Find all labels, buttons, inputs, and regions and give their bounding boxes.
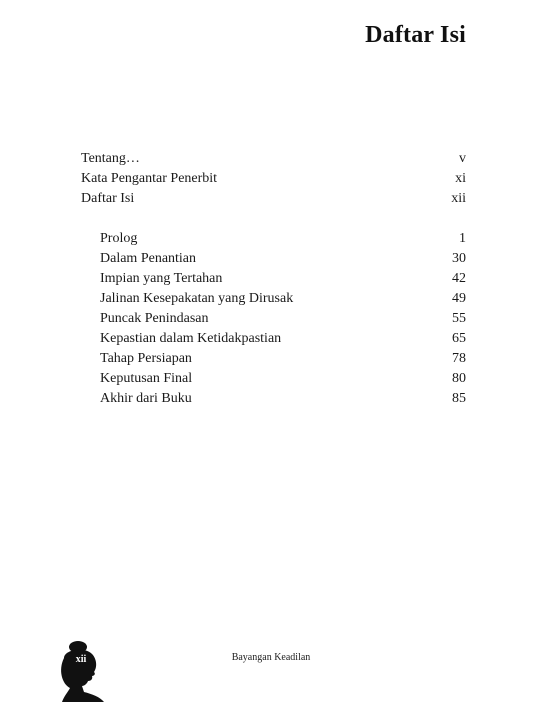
toc-item-title: Akhir dari Buku (100, 391, 192, 406)
toc-item-title: Kepastian dalam Ketidakpastian (100, 331, 282, 346)
toc-item-title: Dalam Penantian (100, 251, 197, 266)
toc-item-title: Prolog (100, 231, 138, 246)
toc-item-impian-yang-tertahan[interactable] (100, 269, 466, 289)
toc-item-page: 85 (452, 391, 466, 406)
toc-item-title: Tentang… (81, 151, 140, 166)
toc-item-kepastian[interactable] (100, 329, 466, 349)
running-footer-title: Bayangan Keadilan (231, 652, 311, 663)
toc-item-page: 55 (452, 311, 466, 326)
woman-silhouette-icon (54, 640, 106, 702)
toc-item-dalam-penantian[interactable] (100, 249, 466, 269)
page-number: xii (75, 654, 87, 665)
toc-item-keputusan-final[interactable] (100, 369, 466, 389)
toc-item-akhir-dari-buku[interactable] (100, 389, 466, 409)
toc-item-kata-pengantar[interactable] (81, 169, 466, 189)
toc-item-title: Puncak Penindasan (100, 311, 209, 326)
toc-item-title: Jalinan Kesepakatan yang Dirusak (100, 291, 294, 306)
toc-item-page: 80 (452, 371, 466, 386)
toc-item-title: Keputusan Final (100, 371, 193, 386)
toc-item-tahap-persiapan[interactable] (100, 349, 466, 369)
toc-item-title: Kata Pengantar Penerbit (81, 171, 218, 186)
toc-item-page: 49 (452, 291, 466, 306)
toc-item-page: xii (451, 191, 466, 206)
toc-item-page: 30 (452, 251, 466, 266)
toc-item-title: Tahap Persiapan (100, 351, 192, 366)
toc-item-daftar-isi[interactable] (81, 189, 466, 209)
toc-item-page: xi (455, 171, 466, 186)
toc-item-tentang[interactable] (81, 149, 466, 169)
toc-item-page: 78 (452, 351, 466, 366)
toc-item-title: Daftar Isi (81, 191, 135, 206)
toc-item-puncak-penindasan[interactable] (100, 309, 466, 329)
toc-item-page: 1 (459, 231, 466, 246)
page-title: Daftar Isi (365, 22, 466, 48)
toc-item-jalinan-kesepakatan[interactable] (100, 289, 466, 309)
toc-item-page: 65 (452, 331, 466, 346)
toc-item-prolog[interactable] (100, 229, 466, 249)
toc-item-page: v (459, 151, 466, 166)
toc-item-title: Impian yang Tertahan (100, 271, 223, 286)
toc-item-page: 42 (452, 271, 466, 286)
